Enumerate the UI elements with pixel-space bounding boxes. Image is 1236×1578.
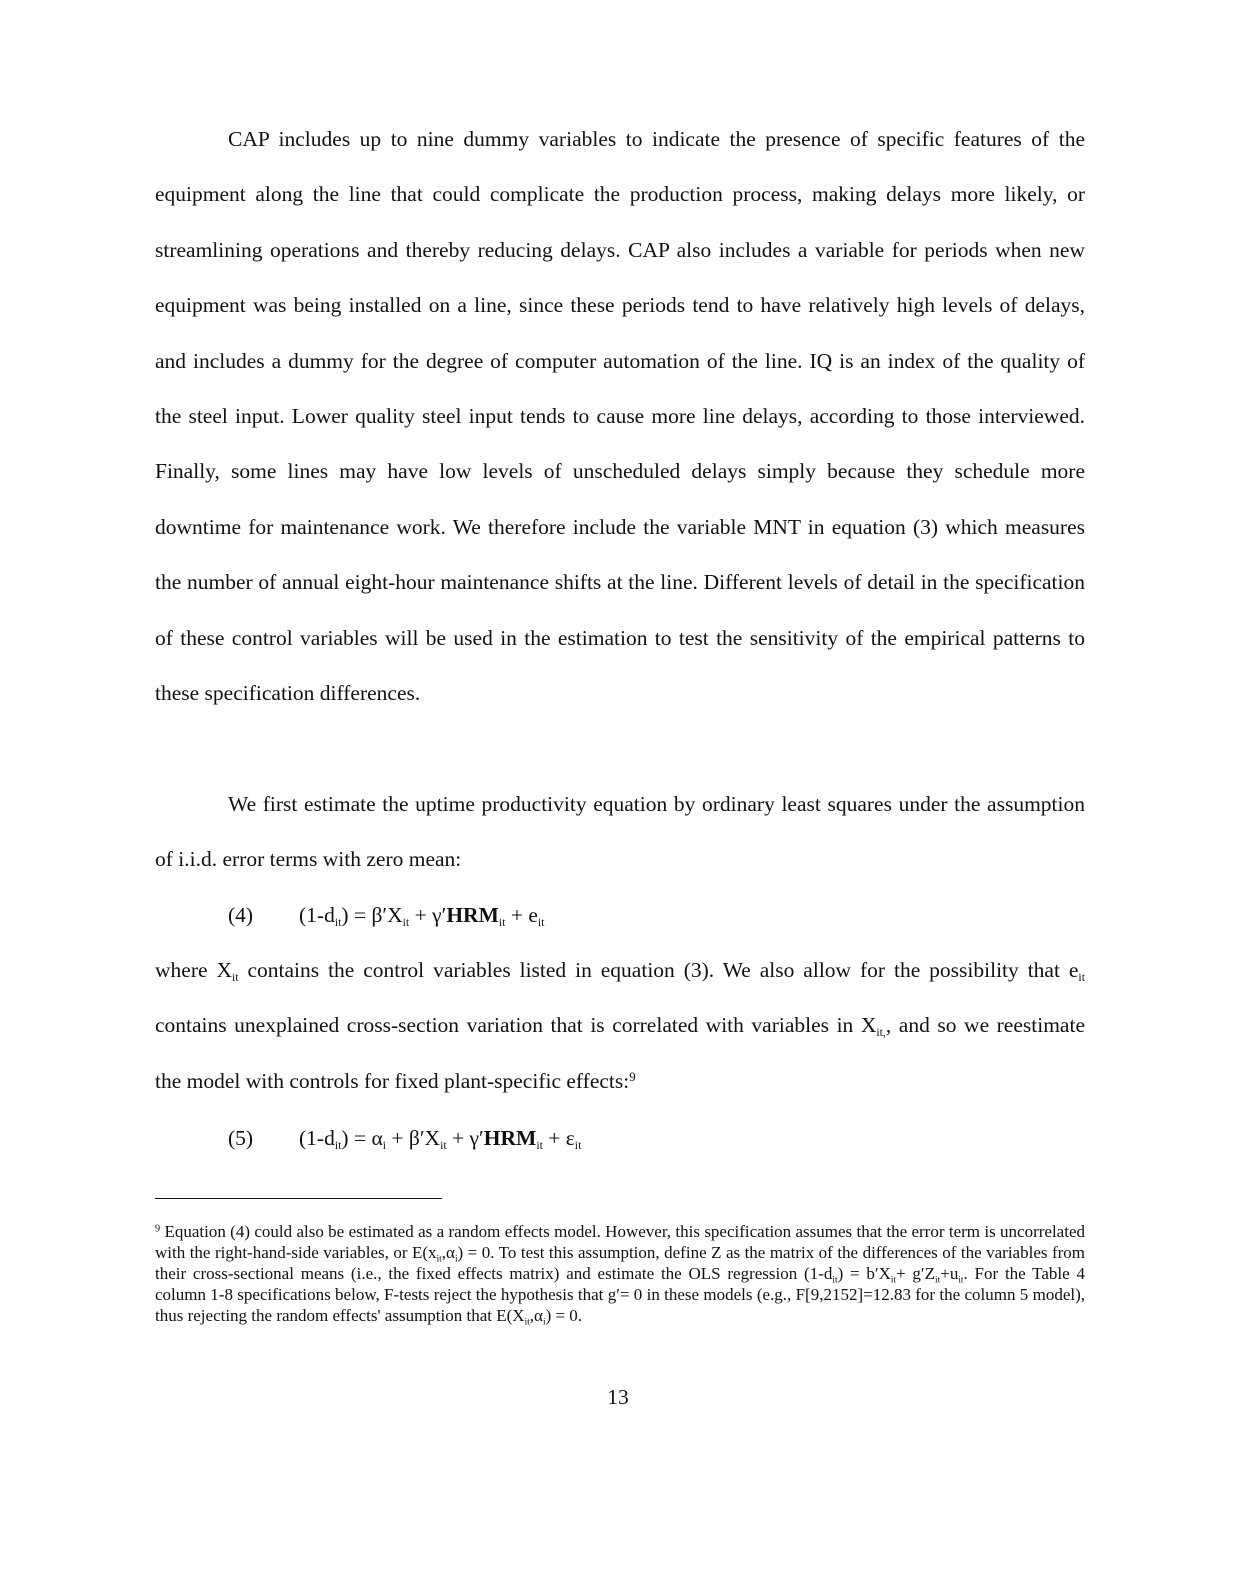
- paragraph-text: , and so we reestimate the model with controls for fixed plant-specific effects:: [155, 1013, 1085, 1093]
- eq-subscript: i: [382, 1138, 387, 1153]
- equation-4: [228, 903, 544, 928]
- eq-beta-term: β′X: [408, 1126, 441, 1150]
- subscript: i: [542, 1317, 546, 1328]
- equation-5: [228, 1126, 581, 1151]
- subscript: it: [436, 1254, 442, 1265]
- paragraph-text: where X: [155, 958, 232, 982]
- footnote-reference: 9: [629, 1069, 636, 1084]
- page-number: 13: [607, 1385, 629, 1409]
- eq-subscript: it: [440, 1138, 447, 1153]
- subscript: it,: [876, 1025, 886, 1040]
- eq-lhs: (1-d: [299, 903, 335, 927]
- eq-plus: +: [446, 1126, 470, 1150]
- footnote-text: . For the Table 4 column 1-8 specifications below, F-tests reject the hypothesis that g′= 0 in these models (e.g., F[9,2152]=12.83 for the column 5 model), thus rejecting the random effects' assumption that E(X: [155, 1264, 1085, 1325]
- subscript: it: [231, 970, 239, 985]
- equation-number: (4): [228, 903, 254, 927]
- eq-plus: +: [409, 903, 433, 927]
- paragraph-ols-intro: [155, 777, 1085, 888]
- eq-alpha: α: [371, 1126, 383, 1150]
- eq-error: + e: [505, 903, 538, 927]
- footnote-text: ) = 0. To test this assumption, define Z as the matrix of the differences of the variables from their cross-sectional means (i.e., the fixed effects matrix) and estimate the OLS regression (1-d: [155, 1243, 1085, 1283]
- equation-number: (5): [228, 1126, 254, 1150]
- footnote-text: ) = b′X: [837, 1264, 891, 1283]
- eq-subscript: it: [574, 1138, 582, 1153]
- footnote-text: +u: [940, 1264, 959, 1283]
- footnote-marker: 9: [155, 1223, 161, 1235]
- paragraph-text: contains unexplained cross-section variation that is correlated with variables in X: [155, 1013, 877, 1038]
- footnote-text: ,α: [529, 1306, 543, 1325]
- eq-equals: ) =: [341, 903, 372, 927]
- subscript: it: [1078, 970, 1085, 985]
- eq-subscript: it: [536, 1138, 543, 1153]
- paragraph-cap-controls: [155, 112, 1085, 721]
- subscript: it: [958, 1275, 964, 1286]
- eq-subscript: it: [498, 915, 506, 930]
- paragraph-text: We first estimate the uptime productivity equation by ordinary least squares under the assumption of i.i.d. error terms with zero mean:: [155, 792, 1085, 872]
- eq-subscript: it: [334, 1138, 342, 1153]
- eq-plus: +: [386, 1126, 409, 1150]
- eq-subscript: it: [334, 915, 342, 930]
- eq-beta-term: β′X: [371, 903, 403, 927]
- subscript: it: [935, 1275, 941, 1286]
- subscript: i: [454, 1254, 458, 1265]
- eq-gamma: γ′: [432, 903, 447, 927]
- subscript: it: [890, 1275, 897, 1286]
- subscript: it: [832, 1275, 838, 1286]
- footnote-divider: [155, 1198, 442, 1199]
- eq-subscript: it: [537, 915, 545, 930]
- footnote-9: [155, 1221, 1085, 1326]
- eq-error: + ε: [542, 1126, 575, 1150]
- footnote-text: ) = 0.: [545, 1306, 583, 1325]
- paragraph-text: CAP includes up to nine dummy variables to indicate the presence of specific features of the equipment along the line that could complicate the production process, making delays more likely, or streamlining operations and thereby reducing delays. CAP also includes a variable for periods when new equipment was being installed on a line, since these periods tend to have relatively high levels of delays, and includes a dummy for the degree of computer automation of the line. IQ is an index of the quality of the steel input. Lower quality steel input tends to cause more line delays, according to those interviewed. Finally, some lines may have low levels of unscheduled delays simply because they schedule more downtime for maintenance work. We therefore include the variable MNT in equation (3) which measures the number of annual eight-hour maintenance shifts at the line. Different levels of detail in the specification of these control variables will be used in the estimation to test the sensitivity of the empirical patterns to these specification differences.: [155, 127, 1085, 706]
- eq-gamma: γ′: [469, 1126, 484, 1150]
- footnote-text: Equation (4) could also be estimated as a random effects model. However, this specification assumes that the error term is uncorrelated with the right-hand-side variables, or E(x: [155, 1222, 1085, 1262]
- eq-lhs: (1-d: [299, 1126, 335, 1150]
- eq-subscript: it: [402, 915, 410, 930]
- footnote-text: + g′Z: [896, 1264, 936, 1283]
- paragraph-text: contains the control variables listed in equation (3). We also allow for the possibility that e: [238, 958, 1079, 982]
- eq-equals: ) =: [341, 1126, 372, 1150]
- eq-hrm: HRM: [483, 1126, 537, 1150]
- subscript: it: [524, 1317, 530, 1328]
- paragraph-fixed-effects: [155, 943, 1085, 1109]
- eq-hrm: HRM: [446, 903, 499, 927]
- footnote-text: ,α: [441, 1243, 455, 1262]
